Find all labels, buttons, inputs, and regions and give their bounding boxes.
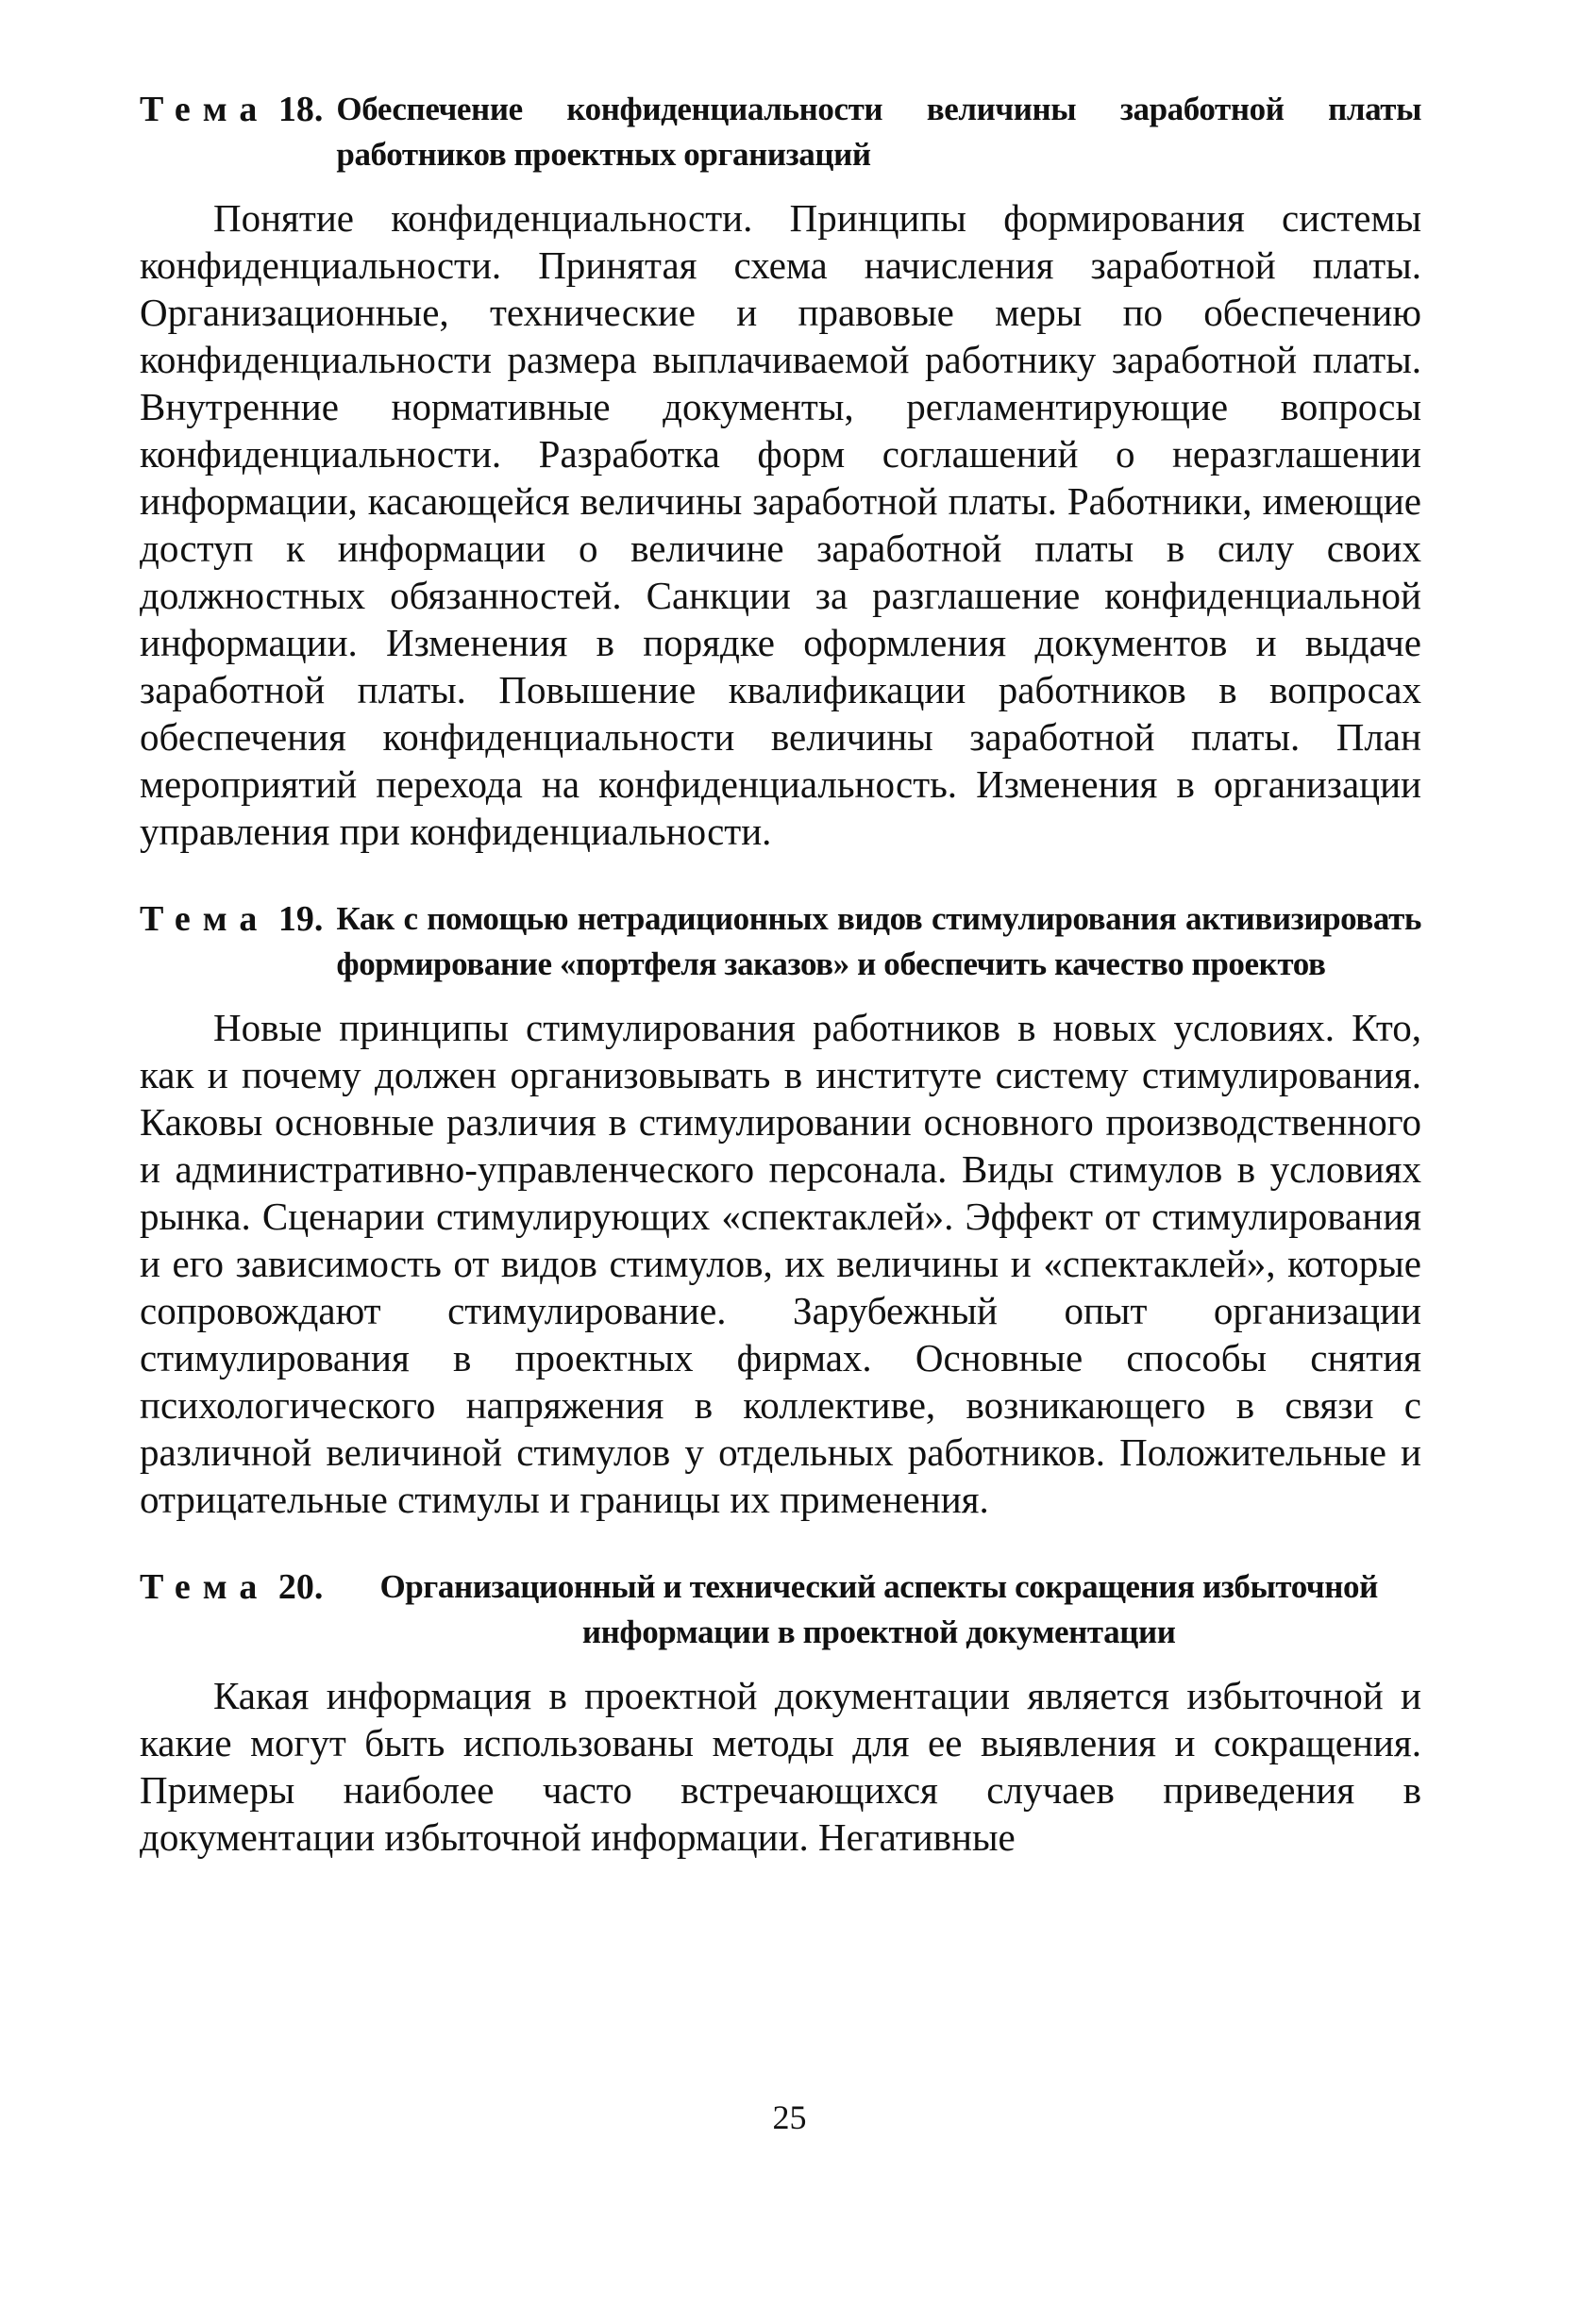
topic-title: Организационный и технический аспекты сокращения избыточной информации в проектной документации	[379, 1568, 1378, 1650]
page-content	[140, 87, 1421, 1902]
topic-heading	[140, 87, 1421, 177]
topic-label	[140, 896, 323, 942]
topic-19	[140, 896, 1421, 1523]
topic-body: Какая информация в проектной документации является избыточной и какие могут быть использованы методы для ее выявления и сокращения. Примеры наиболее часто встречающихся случаев приведения в документации избыточной информации. Негативные	[140, 1674, 1421, 1859]
topic-label-number: 19.	[277, 899, 324, 939]
page-number: 25	[772, 2098, 807, 2136]
topic-label-word: Тема	[140, 1567, 270, 1607]
topic-label	[140, 87, 323, 132]
topic-18	[140, 87, 1421, 855]
topic-title: Обеспечение конфиденциальности величины заработной платы работников проектных организаций	[336, 91, 1421, 173]
topic-heading	[140, 1564, 1421, 1655]
topic-label	[140, 1564, 323, 1610]
topic-label-number: 20.	[277, 1567, 324, 1607]
topic-body: Новые принципы стимулирования работников в новых условиях. Кто, как и почему должен организовывать в институте систему стимулирования. Каковы основные различия в стимулировании основного производственного и административно-управленческого персонала. Виды стимулов в условиях рынка. Сценарии стимулирующих «спектаклей». Эффект от стимулирования и его зависимость от видов стимулов, их величины и «спектаклей», которые сопровождают стимулирование. Зарубежный опыт организации стимулирования в проектных фирмах. Основные способы снятия психологического напряжения в коллективе, возникающего в связи с различной величиной стимулов у отдельных работников. Положительные и отрицательные стимулы и границы их применения.	[140, 1006, 1421, 1521]
topic-20	[140, 1564, 1421, 1861]
topic-label-number: 18.	[277, 90, 324, 129]
topic-label-word: Тема	[140, 90, 270, 129]
topic-body: Понятие конфиденциальности. Принципы формирования системы конфиденциальности. Принятая схема начисления заработной платы. Организационные, технические и правовые меры по обеспечению конфиденциальности размера выплачиваемой работнику заработной платы. Внутренние нормативные документы, регламентирующие вопросы конфиденциальности. Разработка форм соглашений о неразглашении информации, касающейся величины заработной платы. Работники, имеющие доступ к информации о величине заработной платы в силу своих должностных обязанностей. Санкции за разглашение конфиденциальной информации. Изменения в порядке оформления документов и выдаче заработной платы. Повышение квалификации работников в вопросах обеспечения конфиденциальности величины заработной платы. План мероприятий перехода на конфиденциальность. Изменения в организации управления при конфиденциальности.	[140, 196, 1421, 853]
topic-title: Как с помощью нетрадиционных видов стимулирования активизировать формирование «портфеля заказов» и обеспечить качество проектов	[336, 900, 1421, 982]
topic-heading	[140, 896, 1421, 987]
topic-label-word: Тема	[140, 899, 270, 939]
